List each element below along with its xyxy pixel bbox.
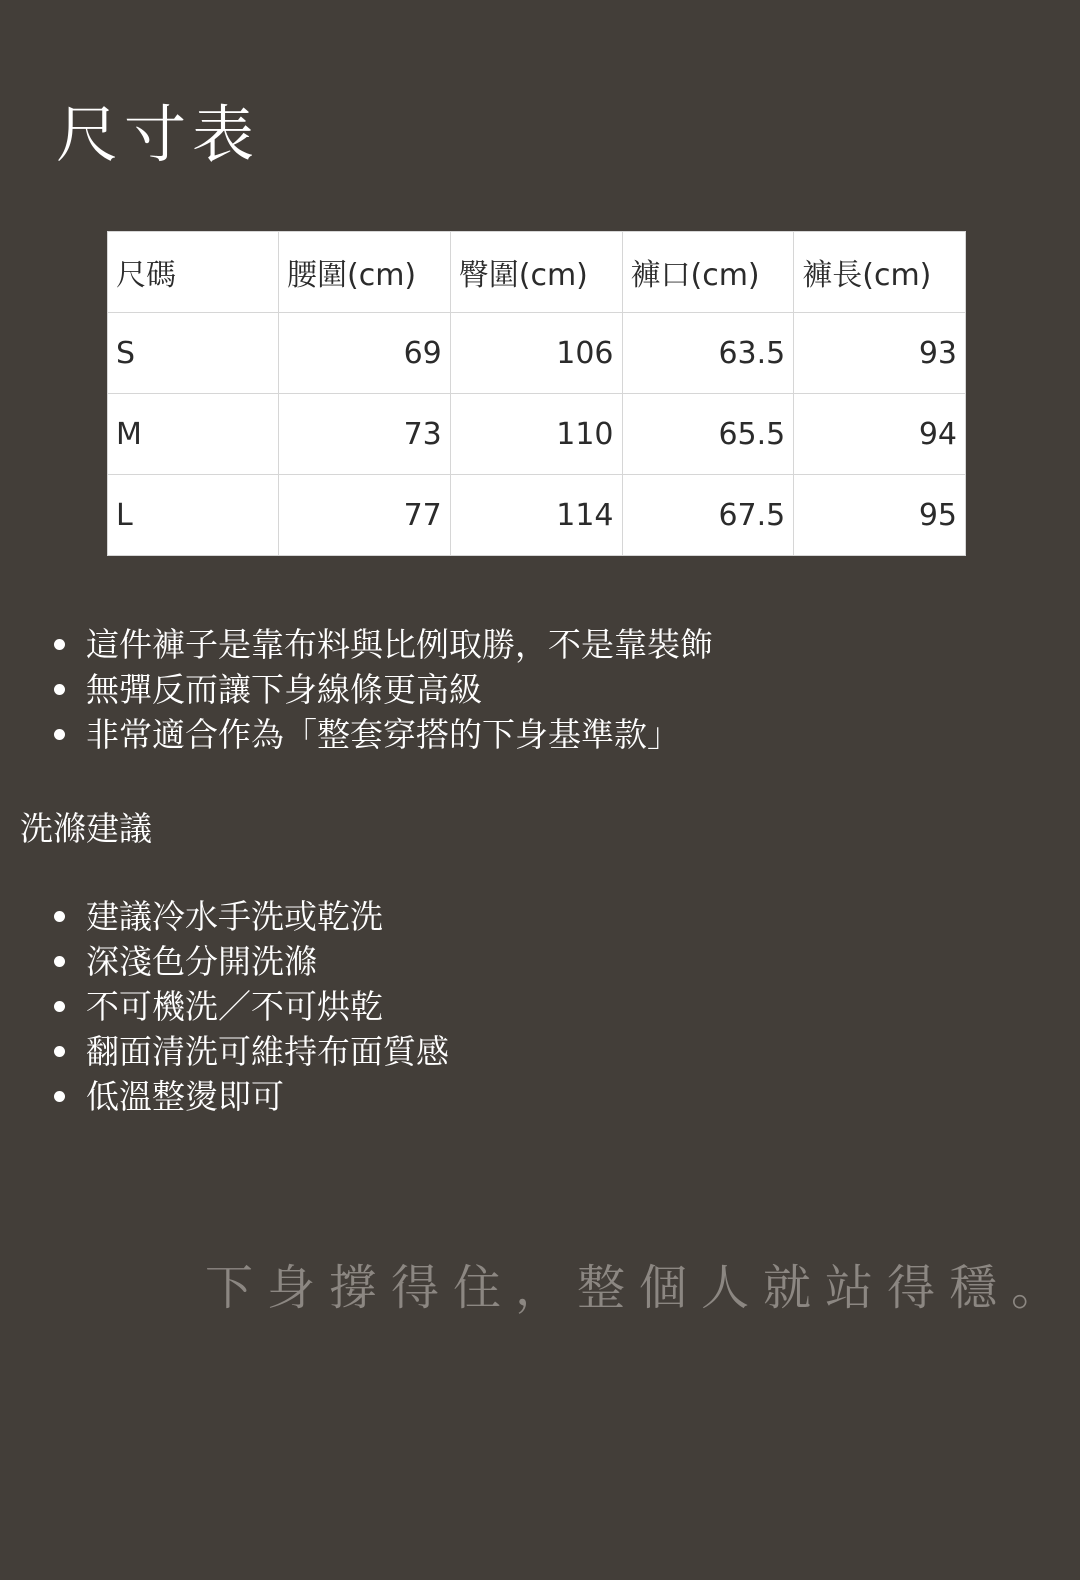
list-item (50, 984, 449, 1029)
list-item-text: 非常適合作為「整套穿搭的下身基準款」 (86, 715, 680, 754)
header-hip: 臀圍(cm) (450, 232, 622, 313)
tagline: 下身撐得住，整個人就站得穩。 (205, 1260, 1074, 1316)
bullet-icon (54, 639, 65, 650)
cell-waist: 73 (279, 394, 451, 475)
cell-size: M (108, 394, 279, 475)
header-waist: 腰圍(cm) (279, 232, 451, 313)
cell-leg-opening: 67.5 (622, 475, 794, 556)
list-item-text: 翻面清洗可維持布面質感 (86, 1032, 449, 1071)
size-chart-table (107, 231, 966, 556)
cell-leg-opening: 63.5 (622, 313, 794, 394)
list-item (50, 894, 449, 939)
bullet-icon (54, 1001, 65, 1012)
cell-hip: 110 (450, 394, 622, 475)
cell-length: 95 (794, 475, 966, 556)
table-row (108, 475, 966, 556)
table-row (108, 394, 966, 475)
list-item (50, 1029, 449, 1074)
cell-leg-opening: 65.5 (622, 394, 794, 475)
list-item (50, 712, 713, 757)
bullet-icon (54, 911, 65, 922)
care-heading: 洗滌建議 (20, 809, 152, 848)
list-item-text: 深淺色分開洗滌 (86, 942, 317, 981)
header-size: 尺碼 (108, 232, 279, 313)
cell-waist: 69 (279, 313, 451, 394)
bullet-icon (54, 1091, 65, 1102)
bullet-icon (54, 1046, 65, 1057)
cell-length: 93 (794, 313, 966, 394)
feature-list (50, 622, 713, 757)
cell-hip: 106 (450, 313, 622, 394)
cell-size: S (108, 313, 279, 394)
list-item (50, 1074, 449, 1119)
cell-length: 94 (794, 394, 966, 475)
page-title: 尺寸表 (56, 98, 261, 171)
care-list (50, 894, 449, 1119)
list-item-text: 建議冷水手洗或乾洗 (86, 897, 383, 936)
cell-size: L (108, 475, 279, 556)
cell-hip: 114 (450, 475, 622, 556)
header-length: 褲長(cm) (794, 232, 966, 313)
table-row (108, 313, 966, 394)
list-item-text: 低溫整燙即可 (86, 1077, 284, 1116)
list-item-text: 不可機洗／不可烘乾 (86, 987, 383, 1026)
list-item (50, 667, 713, 712)
list-item-text: 無彈反而讓下身線條更高級 (86, 670, 482, 709)
list-item-text: 這件褲子是靠布料與比例取勝，不是靠裝飾 (86, 625, 713, 664)
cell-waist: 77 (279, 475, 451, 556)
header-leg-opening: 褲口(cm) (622, 232, 794, 313)
list-item (50, 939, 449, 984)
table-header-row (108, 232, 966, 313)
bullet-icon (54, 729, 65, 740)
bullet-icon (54, 684, 65, 695)
bullet-icon (54, 956, 65, 967)
list-item (50, 622, 713, 667)
